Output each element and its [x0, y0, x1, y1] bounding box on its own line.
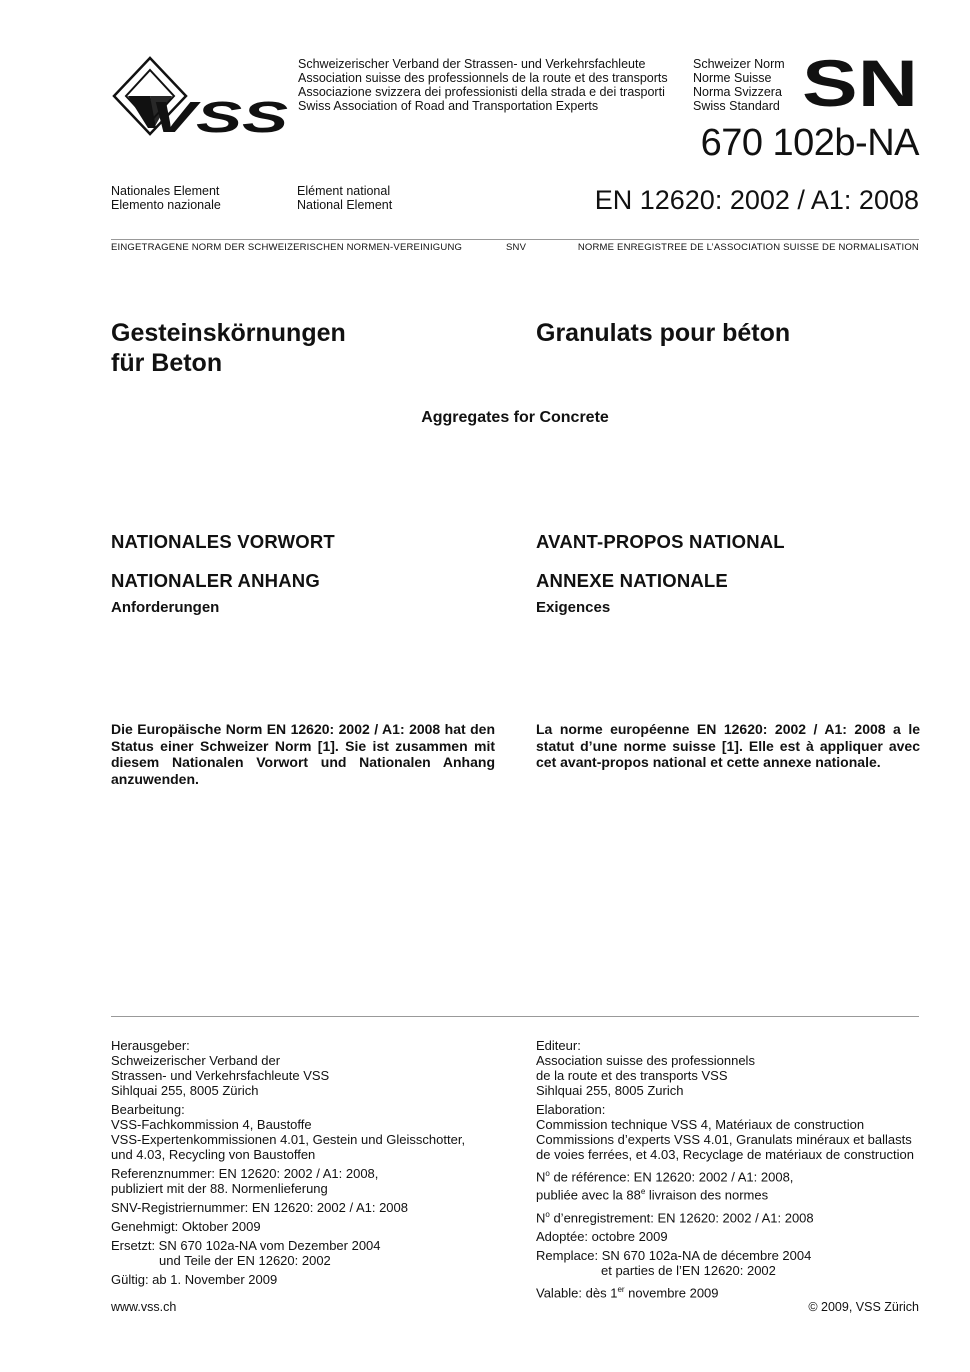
heading-national-annex-de: NATIONALER ANHANG — [111, 570, 320, 591]
title-de: Gesteinskörnungen für Beton — [111, 319, 346, 377]
heading-national-annex-fr: ANNEXE NATIONALE — [536, 570, 728, 591]
org-name-de: Schweizerischer Verband der Strassen- und Verkehrsfachleute — [298, 57, 646, 71]
organisation-names — [298, 57, 668, 113]
publisher-block: Editeur: Association suisse des professionnels de la route et des transports VSS Sihlquai 255, 8005 Zurich — [536, 1038, 755, 1098]
snv-registration-number: SNV-Registriernummer: EN 12620: 2002 / A1: 2008 — [111, 1200, 408, 1215]
org-name-it: Associazione svizzera dei professionisti della strada e dei trasporti — [298, 85, 665, 99]
heading-requirements-de: Anforderungen — [111, 599, 220, 616]
standard-label-it: Norma Svizzera — [693, 85, 782, 99]
reference-number: Referenznummer: EN 12620: 2002 / A1: 2008, publiziert mit der 88. Normenlieferung — [111, 1166, 379, 1196]
adopted-date: Adoptée: octobre 2009 — [536, 1228, 668, 1244]
norm-number: 670 102b-NA — [700, 122, 919, 164]
registered-snv: SNV — [506, 242, 527, 253]
standard-label-en: Swiss Standard — [693, 99, 780, 113]
national-element-de: Nationales Element Elemento nazionale — [111, 184, 221, 212]
heading-national-foreword-de: NATIONALES VORWORT — [111, 531, 335, 552]
registered-norm-fr: NORME ENREGISTREE DE L’ASSOCIATION SUISSE DE NORMALISATION — [577, 242, 919, 253]
valid-from: Valable: dès 1er novembre 2009 — [536, 1284, 719, 1301]
standard-label-fr: Norme Suisse — [693, 71, 772, 85]
approved-date: Genehmigt: Oktober 2009 — [111, 1219, 261, 1234]
registered-norm-de: EINGETRAGENE NORM DER SCHWEIZERISCHEN NORMEN-VEREINIGUNG — [111, 242, 463, 253]
sn-logo — [802, 56, 920, 110]
editing-block: Bearbeitung: VSS-Fachkommission 4, Baustoffe VSS-Expertenkommissionen 4.01, Gestein und Gleisschotter, und 4.03, Recycling von Baustoffen — [111, 1102, 466, 1162]
website-link[interactable]: www.vss.ch — [111, 1300, 177, 1314]
en-number: EN 12620: 2002 / A1: 2008 — [594, 185, 919, 215]
editing-block: Elaboration: Commission technique VSS 4, Matériaux de construction Commissions d’experts VSS 4.01, Granulats minéraux et ballasts de voies ferrées, et 4.03, Recyclage de matériaux de construction — [536, 1102, 914, 1162]
replaces: Ersetzt: SN 670 102a-NA vom Dezember 2004 und Teile der EN 12620: 2002 — [111, 1238, 381, 1268]
title-fr: Granulats pour béton — [536, 319, 791, 347]
org-name-fr: Association suisse des professionnels de la route et des transports — [298, 71, 668, 85]
intro-paragraph-de: Die Europäische Norm EN 12620: 2002 / A1: 2008 hat den Status einer Schweizer Norm [1]. Sie ist zusammen mit diesem Nationalen Vorwort und Nationalen Anhang anzuwenden. — [111, 721, 495, 787]
replaces: Remplace: SN 670 102a-NA de décembre 2004 et parties de l’EN 12620: 2002 — [536, 1247, 812, 1278]
reference-number: $N^o$ de référence: EN 12620: 2002 / A1: 2008, publiée avec la 88e livraison des normes — [536, 1169, 794, 1203]
title-en: Aggregates for Concrete — [421, 409, 609, 426]
imprint-de — [111, 1038, 511, 1291]
header-divider — [111, 239, 919, 240]
heading-requirements-fr: Exigences — [536, 599, 611, 616]
publisher-block: Herausgeber: Schweizerischer Verband der Strassen- und Verkehrsfachleute VSS Sihlquai 255, 8005 Zürich — [111, 1038, 330, 1098]
standard-type-labels — [693, 57, 785, 113]
svg-text:SN: SN — [802, 56, 918, 110]
intro-paragraph-fr: La norme européenne EN 12620: 2002 / A1: 2008 a le statut d’une norme suisse [1]. Elle est à appliquer avec cet avant-propos national et cette annexe nationale. — [536, 721, 920, 770]
heading-national-foreword-fr: AVANT-PROPOS NATIONAL — [536, 531, 785, 552]
org-name-en: Swiss Association of Road and Transportation Experts — [298, 99, 599, 113]
registration-number: $N^o$ d’enregistrement: EN 12620: 2002 / A1: 2008 — [536, 1209, 814, 1225]
valid-from: Gültig: ab 1. November 2009 — [111, 1272, 278, 1287]
svg-text:VSS: VSS — [150, 93, 288, 140]
imprint-divider — [111, 1016, 919, 1017]
copyright: © 2009, VSS Zürich — [808, 1300, 919, 1314]
national-element-fr: Elément national National Element — [297, 184, 393, 212]
vss-logo — [110, 56, 290, 140]
imprint-fr — [536, 1038, 936, 1304]
standard-label-de: Schweizer Norm — [693, 57, 785, 71]
